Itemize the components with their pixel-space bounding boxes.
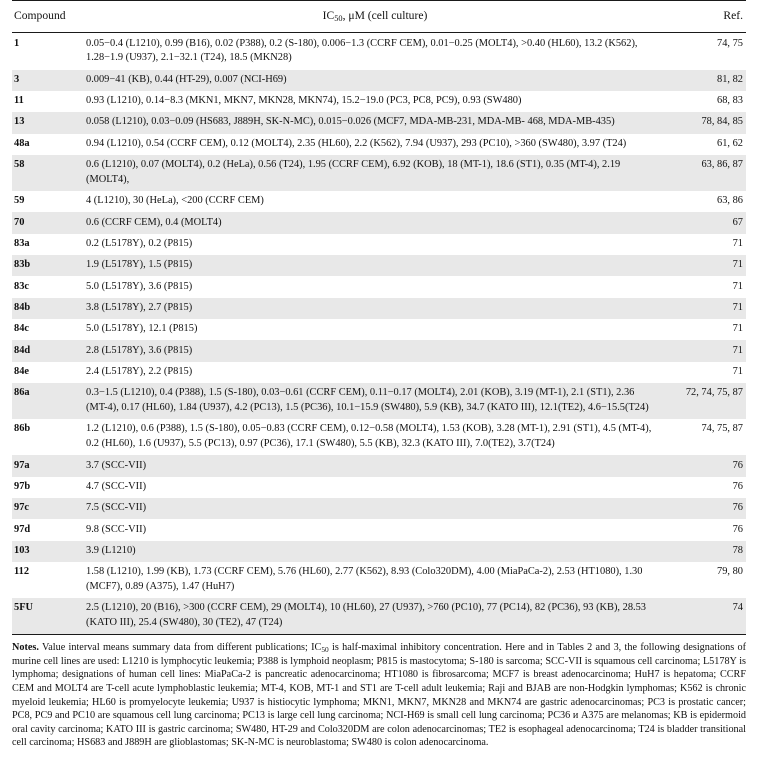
table-row bbox=[12, 598, 746, 635]
cell-references: 74, 75 bbox=[664, 33, 746, 70]
cell-ic50-values: 0.6 (CCRF CEM), 0.4 (MOLT4) bbox=[86, 212, 664, 233]
cell-compound: 5FU bbox=[12, 598, 86, 635]
cell-references: 79, 80 bbox=[664, 562, 746, 598]
table-row bbox=[12, 541, 746, 562]
cell-compound: 97d bbox=[12, 519, 86, 540]
cell-references: 71 bbox=[664, 298, 746, 319]
cell-ic50-values: 2.8 (L5178Y), 3.6 (P815) bbox=[86, 340, 664, 361]
cell-ic50-values: 0.009−41 (KB), 0.44 (HT-29), 0.007 (NCI-H69) bbox=[86, 70, 664, 91]
cell-ic50-values: 3.8 (L5178Y), 2.7 (P815) bbox=[86, 298, 664, 319]
table-row bbox=[12, 255, 746, 276]
table-row bbox=[12, 112, 746, 133]
cell-ic50-values: 0.058 (L1210), 0.03−0.09 (HS683, J889H, SK-N-MC), 0.015−0.026 (MCF7, MDA-MB-231, MDA-MB- 468, MDA-MB-435) bbox=[86, 112, 664, 133]
table-row bbox=[12, 91, 746, 112]
cell-compound: 84d bbox=[12, 340, 86, 361]
cell-references: 81, 82 bbox=[664, 70, 746, 91]
cell-compound: 70 bbox=[12, 212, 86, 233]
cell-compound: 84b bbox=[12, 298, 86, 319]
cell-references: 74, 75, 87 bbox=[664, 419, 746, 455]
table-row bbox=[12, 191, 746, 212]
cell-ic50-values: 1.9 (L5178Y), 1.5 (P815) bbox=[86, 255, 664, 276]
cell-ic50-values: 9.8 (SCC-VII) bbox=[86, 519, 664, 540]
cell-references: 63, 86 bbox=[664, 191, 746, 212]
ic50-table bbox=[12, 0, 746, 635]
cell-compound: 97c bbox=[12, 498, 86, 519]
cell-ic50-values: 4.7 (SCC-VII) bbox=[86, 477, 664, 498]
table-row bbox=[12, 383, 746, 419]
table-body bbox=[12, 33, 746, 635]
table-row bbox=[12, 234, 746, 255]
cell-ic50-values: 0.93 (L1210), 0.14−8.3 (MKN1, MKN7, MKN28, MKN74), 15.2−19.0 (PC3, PC8, PC9), 0.93 (SW480) bbox=[86, 91, 664, 112]
ic50-label-prefix: IC bbox=[322, 9, 335, 22]
table-row bbox=[12, 455, 746, 476]
column-header-ref: Ref. bbox=[664, 1, 746, 33]
cell-references: 76 bbox=[664, 519, 746, 540]
cell-compound: 97a bbox=[12, 455, 86, 476]
cell-ic50-values: 0.94 (L1210), 0.54 (CCRF CEM), 0.12 (MOLT4), 2.35 (HL60), 2.2 (K562), 7.94 (U937), 293 (PC10), >360 (SW480), 3.97 (T24) bbox=[86, 134, 664, 155]
table-header bbox=[12, 1, 746, 33]
cell-references: 76 bbox=[664, 477, 746, 498]
table-row bbox=[12, 477, 746, 498]
cell-references: 67 bbox=[664, 212, 746, 233]
table-row bbox=[12, 33, 746, 70]
table-row bbox=[12, 70, 746, 91]
cell-references: 71 bbox=[664, 255, 746, 276]
cell-ic50-values: 0.6 (L1210), 0.07 (MOLT4), 0.2 (HeLa), 0.56 (T24), 1.95 (CCRF CEM), 6.92 (KOB), 18 (MT-1), 18.6 (ST1), 0.35 (MT-4), 2.19 (MOLT4), bbox=[86, 155, 664, 191]
cell-compound: 3 bbox=[12, 70, 86, 91]
notes-text-part-two: is half-maximal inhibitory concentration. Here and in Tables 2 and 3, the following designations of murine cell lines are used: L1210 is lymphocytic leukemia; P388 is lymphoid neoplasm; P815 is mastocytoma; S-180 is sarcoma; SCC-VII is squamous cell carcinoma; L5178Y is lymphoma; designations of human cell lines: MiaPaCa-2 is pancreatic adenocarcinoma; HT1080 is fibrosarcoma; MCF7 is breast adenocarcinoma; HuH7 is hepatoma; CCRF CEM and MOLT4 are T-cell acute lymphoblastic leukemia; MT-4, KOB, MT-1 and ST1 are T-cell adult leukemia; Raji and BJAB are non-Hodgkin lymphomas; K562 is chronic myeloid leukemia; HL60 is promyelocyte leukemia; U937 is histiocytic lymphoma; MKN1, MKN7, MKN28 and MKN74 are gastric adenocarcinomas; PC3 is prostatic cancer; PC8, PC9 and PC10 are squamous cell lung carcinoma; PC13 is large cell lung carcinoma; NCI-H69 is small cell lung carcinoma; PC36 и A375 are melanomas; KB is epidermoid oral cavity carcinoma; KATO III is gastric carcinoma; SW480, HT-29 and Colo320DM are colon adenocarcinomas; TE2 is esophageal adenocarcinoma; T24 is bladder transitional cell carcinoma; HS683 and J889H are glioblastomas; SK-N-MC is neuroblastoma; SW480 is colon adenocarcinoma. bbox=[12, 642, 747, 749]
cell-compound: 97b bbox=[12, 477, 86, 498]
cell-compound: 83b bbox=[12, 255, 86, 276]
cell-references: 76 bbox=[664, 498, 746, 519]
cell-ic50-values: 0.05−0.4 (L1210), 0.99 (B16), 0.02 (P388), 0.2 (S-180), 0.006−1.3 (CCRF CEM), 0.01−0.25 (MOLT4), >0.40 (HL60), 13.2 (K562), 1.28−1.9 (U937), 2.1−32.1 (T24), 18.5 (MKN28) bbox=[86, 33, 664, 70]
cell-ic50-values: 3.7 (SCC-VII) bbox=[86, 455, 664, 476]
cell-references: 78, 84, 85 bbox=[664, 112, 746, 133]
cell-references: 71 bbox=[664, 319, 746, 340]
cell-ic50-values: 3.9 (L1210) bbox=[86, 541, 664, 562]
table-row bbox=[12, 319, 746, 340]
notes-ic50-subscript: 50 bbox=[321, 645, 329, 655]
table-row bbox=[12, 212, 746, 233]
cell-compound: 103 bbox=[12, 541, 86, 562]
table-row bbox=[12, 155, 746, 191]
cell-ic50-values: 1.2 (L1210), 0.6 (P388), 1.5 (S-180), 0.05−0.83 (CCRF CEM), 0.12−0.58 (MOLT4), 1.53 (KOB), 3.28 (MT-1), 2.91 (ST1), 4.5 (MT-4), 0.2 (HL60), 1.6 (U937), 5.5 (PC13), 0.97 (PC36), 17.1 (SW480), 5.5 (KB), 32.3 (KATO III), 7.0(TE2), 3.7(T24) bbox=[86, 419, 664, 455]
cell-ic50-values: 0.2 (L5178Y), 0.2 (P815) bbox=[86, 234, 664, 255]
table-row bbox=[12, 362, 746, 383]
cell-compound: 86b bbox=[12, 419, 86, 455]
cell-compound: 11 bbox=[12, 91, 86, 112]
table-row bbox=[12, 419, 746, 455]
cell-references: 71 bbox=[664, 340, 746, 361]
table-row bbox=[12, 134, 746, 155]
cell-references: 71 bbox=[664, 234, 746, 255]
cell-ic50-values: 2.5 (L1210), 20 (B16), >300 (CCRF CEM), 29 (MOLT4), 10 (HL60), 27 (U937), >760 (PC10), 77 (PC14), 82 (PC36), 93 (KB), 28.53 (KATO III), 25.4 (SW480), 30 (TE2), 47 (T24) bbox=[86, 598, 664, 635]
table-row bbox=[12, 498, 746, 519]
ic50-label-subscript: 50 bbox=[334, 14, 343, 24]
cell-compound: 83c bbox=[12, 276, 86, 297]
column-header-ic50 bbox=[86, 1, 664, 33]
cell-references: 72, 74, 75, 87 bbox=[664, 383, 746, 419]
cell-ic50-values: 2.4 (L5178Y), 2.2 (P815) bbox=[86, 362, 664, 383]
table-row bbox=[12, 519, 746, 540]
cell-ic50-values: 0.3−1.5 (L1210), 0.4 (P388), 1.5 (S-180), 0.03−0.61 (CCRF CEM), 0.11−0.17 (MOLT4), 2.01 (KOB), 3.19 (MT-1), 2.1 (ST1), 2.36 (MT-4), 0.17 (HL60), 1.84 (U937), 4.2 (PC13), 1.5 (PC36), 10.1−15.9 (SW480), 5.9 (KB), 34.7 (KATO III), 12.1(TE2), 4.6−15.5(T24) bbox=[86, 383, 664, 419]
cell-compound: 83a bbox=[12, 234, 86, 255]
cell-references: 78 bbox=[664, 541, 746, 562]
cell-compound: 84e bbox=[12, 362, 86, 383]
notes-label: Notes. bbox=[12, 642, 39, 654]
column-header-compound: Compound bbox=[12, 1, 86, 33]
cell-compound: 13 bbox=[12, 112, 86, 133]
table-row bbox=[12, 298, 746, 319]
cell-references: 71 bbox=[664, 276, 746, 297]
cell-compound: 58 bbox=[12, 155, 86, 191]
cell-ic50-values: 1.58 (L1210), 1.99 (KB), 1.73 (CCRF CEM), 5.76 (HL60), 2.77 (K562), 8.93 (Colo320DM), 4.00 (MiaPaCa-2), 2.53 (HT1080), 1.30 (MCF7), 0.89 (A375), 1.47 (HuH7) bbox=[86, 562, 664, 598]
notes-text-part-one: Value interval means summary data from different publications; IC bbox=[38, 642, 322, 654]
cell-ic50-values: 5.0 (L5178Y), 3.6 (P815) bbox=[86, 276, 664, 297]
cell-compound: 1 bbox=[12, 33, 86, 70]
cell-compound: 84c bbox=[12, 319, 86, 340]
table-row bbox=[12, 562, 746, 598]
table-row bbox=[12, 276, 746, 297]
cell-compound: 112 bbox=[12, 562, 86, 598]
cell-references: 68, 83 bbox=[664, 91, 746, 112]
cell-ic50-values: 5.0 (L5178Y), 12.1 (P815) bbox=[86, 319, 664, 340]
table-row bbox=[12, 340, 746, 361]
cell-compound: 59 bbox=[12, 191, 86, 212]
cell-compound: 48a bbox=[12, 134, 86, 155]
cell-references: 61, 62 bbox=[664, 134, 746, 155]
cell-references: 76 bbox=[664, 455, 746, 476]
cell-compound: 86a bbox=[12, 383, 86, 419]
cell-ic50-values: 7.5 (SCC-VII) bbox=[86, 498, 664, 519]
ic50-label-suffix: , μM (cell culture) bbox=[342, 9, 428, 22]
cell-references: 74 bbox=[664, 598, 746, 635]
cell-ic50-values: 4 (L1210), 30 (HeLa), <200 (CCRF CEM) bbox=[86, 191, 664, 212]
table-header-row bbox=[12, 1, 746, 33]
table-notes bbox=[12, 641, 746, 750]
cell-references: 71 bbox=[664, 362, 746, 383]
cell-references: 63, 86, 87 bbox=[664, 155, 746, 191]
